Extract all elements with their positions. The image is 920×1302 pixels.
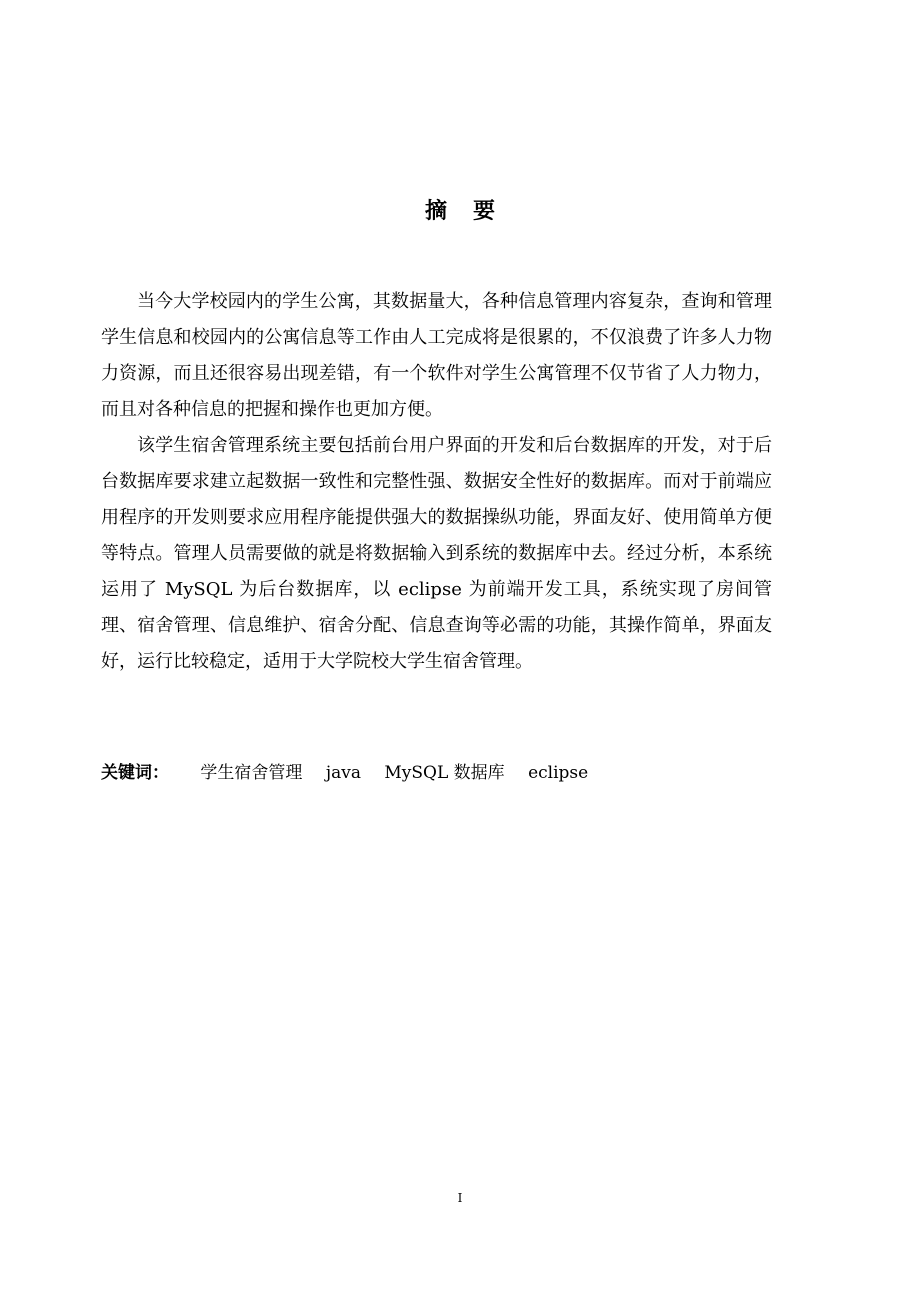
abstract-body	[101, 284, 772, 680]
page-number: I	[457, 1191, 463, 1205]
abstract-paragraph-1: 当今大学校园内的学生公寓，其数据量大，各种信息管理内容复杂，查询和管理学生信息和校园内的公寓信息等工作由人工完成将是很累的，不仅浪费了许多人力物力资源，而且还很容易出现差错，有一个软件对学生公寓管理不仅节省了人力物力，而且对各种信息的把握和操作也更加方便。	[101, 291, 772, 420]
keyword-item: MySQL 数据库	[384, 763, 505, 783]
abstract-paragraph-2: 该学生宿舍管理系统主要包括前台用户界面的开发和后台数据库的开发，对于后台数据库要求建立起数据一致性和完整性强、数据安全性好的数据库。而对于前端应用程序的开发则要求应用程序能提供强大的数据操纵功能，界面友好、使用简单方便等特点。管理人员需要做的就是将数据输入到系统的数据库中去。经过分析，本系统运用了 MySQL 为后台数据库，以 eclipse 为前端开发工具，系统实现了房间管理、宿舍管理、信息维护、宿舍分配、信息查询等必需的功能，其操作简单，界面友好，运行比较稳定，适用于大学院校大学生宿舍管理。	[101, 435, 772, 672]
keyword-item: eclipse	[528, 763, 589, 783]
keywords-label: 关键词：	[101, 763, 169, 783]
abstract-title: 摘要	[424, 199, 521, 224]
keyword-item: java	[325, 763, 361, 783]
keywords-line	[101, 758, 772, 788]
keyword-item: 学生宿舍管理	[200, 763, 303, 783]
